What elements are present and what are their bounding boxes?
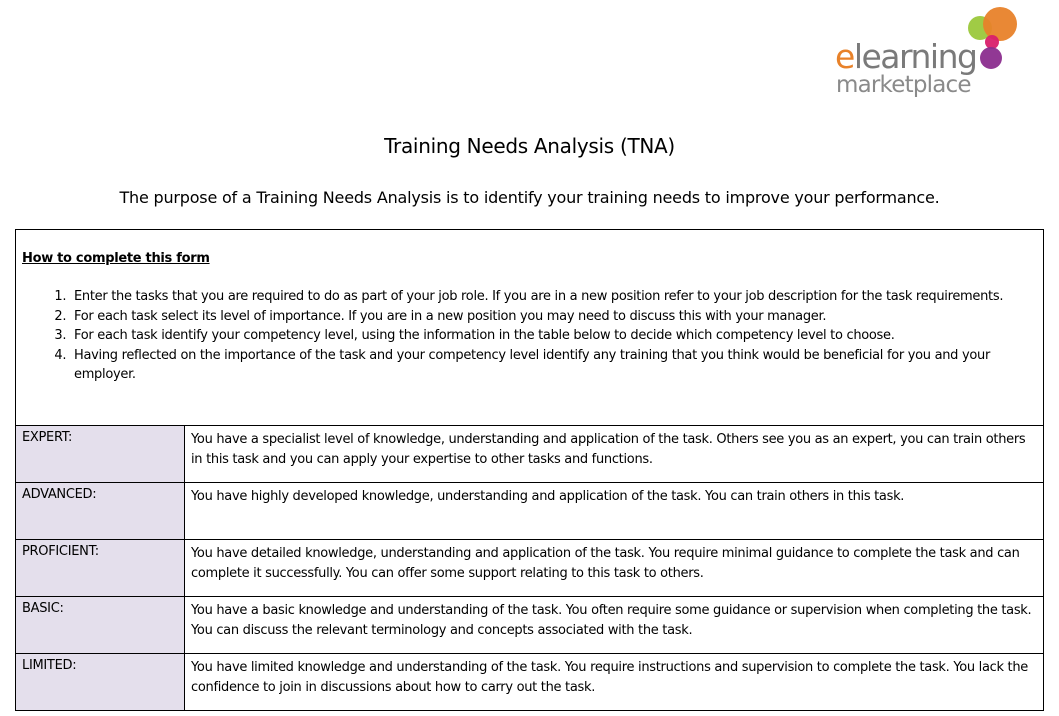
level-row-limited	[16, 654, 1044, 711]
howto-heading: How to complete this form	[22, 251, 210, 266]
elearning-marketplace-logo	[832, 4, 1032, 104]
level-name: BASIC:	[16, 597, 185, 654]
howto-step: 4. Having reflected on the importance of the task and your competency level identify any training that you think would be beneficial for you and your employer.	[70, 346, 1037, 385]
level-description: You have a basic knowledge and understanding of the task. You often require some guidance or supervision when completing the task. You can discuss the relevant terminology and concepts associated with the task.	[185, 597, 1044, 654]
page-subtitle: The purpose of a Training Needs Analysis is to identify your training needs to improve your performance.	[119, 188, 940, 207]
howto-cell	[16, 230, 1044, 426]
level-row-proficient	[16, 540, 1044, 597]
howto-step: 1. Enter the tasks that you are required to do as part of your job role. If you are in a new position refer to your job description for the task requirements.	[70, 287, 1037, 307]
level-description: You have highly developed knowledge, understanding and application of the task. You can train others in this task.	[185, 483, 1044, 540]
logo-line1: elearning	[835, 37, 977, 76]
level-row-expert	[16, 426, 1044, 483]
logo-line2: marketplace	[836, 72, 971, 98]
level-description: You have a specialist level of knowledge, understanding and application of the task. Others see you as an expert, you can train others in this task and you can apply your expertise to other tasks and functions.	[185, 426, 1044, 483]
howto-steps-list	[22, 287, 1037, 385]
level-row-advanced	[16, 483, 1044, 540]
level-name: EXPERT:	[16, 426, 185, 483]
howto-step: 3. For each task identify your competency level, using the information in the table below to decide which competency level to choose.	[70, 326, 1037, 346]
level-row-basic	[16, 597, 1044, 654]
level-name: PROFICIENT:	[16, 540, 185, 597]
instructions-table	[15, 229, 1044, 711]
howto-row	[16, 230, 1044, 426]
level-description: You have detailed knowledge, understanding and application of the task. You require minimal guidance to complete the task and can complete it successfully. You can offer some support relating to this task to others.	[185, 540, 1044, 597]
level-name: ADVANCED:	[16, 483, 185, 540]
howto-step: 2. For each task select its level of importance. If you are in a new position you may need to discuss this with your manager.	[70, 307, 1037, 327]
page-title: Training Needs Analysis (TNA)	[384, 134, 675, 158]
level-name: LIMITED:	[16, 654, 185, 711]
level-description: You have limited knowledge and understanding of the task. You require instructions and supervision to complete the task. You lack the confidence to join in discussions about how to carry out the task.	[185, 654, 1044, 711]
